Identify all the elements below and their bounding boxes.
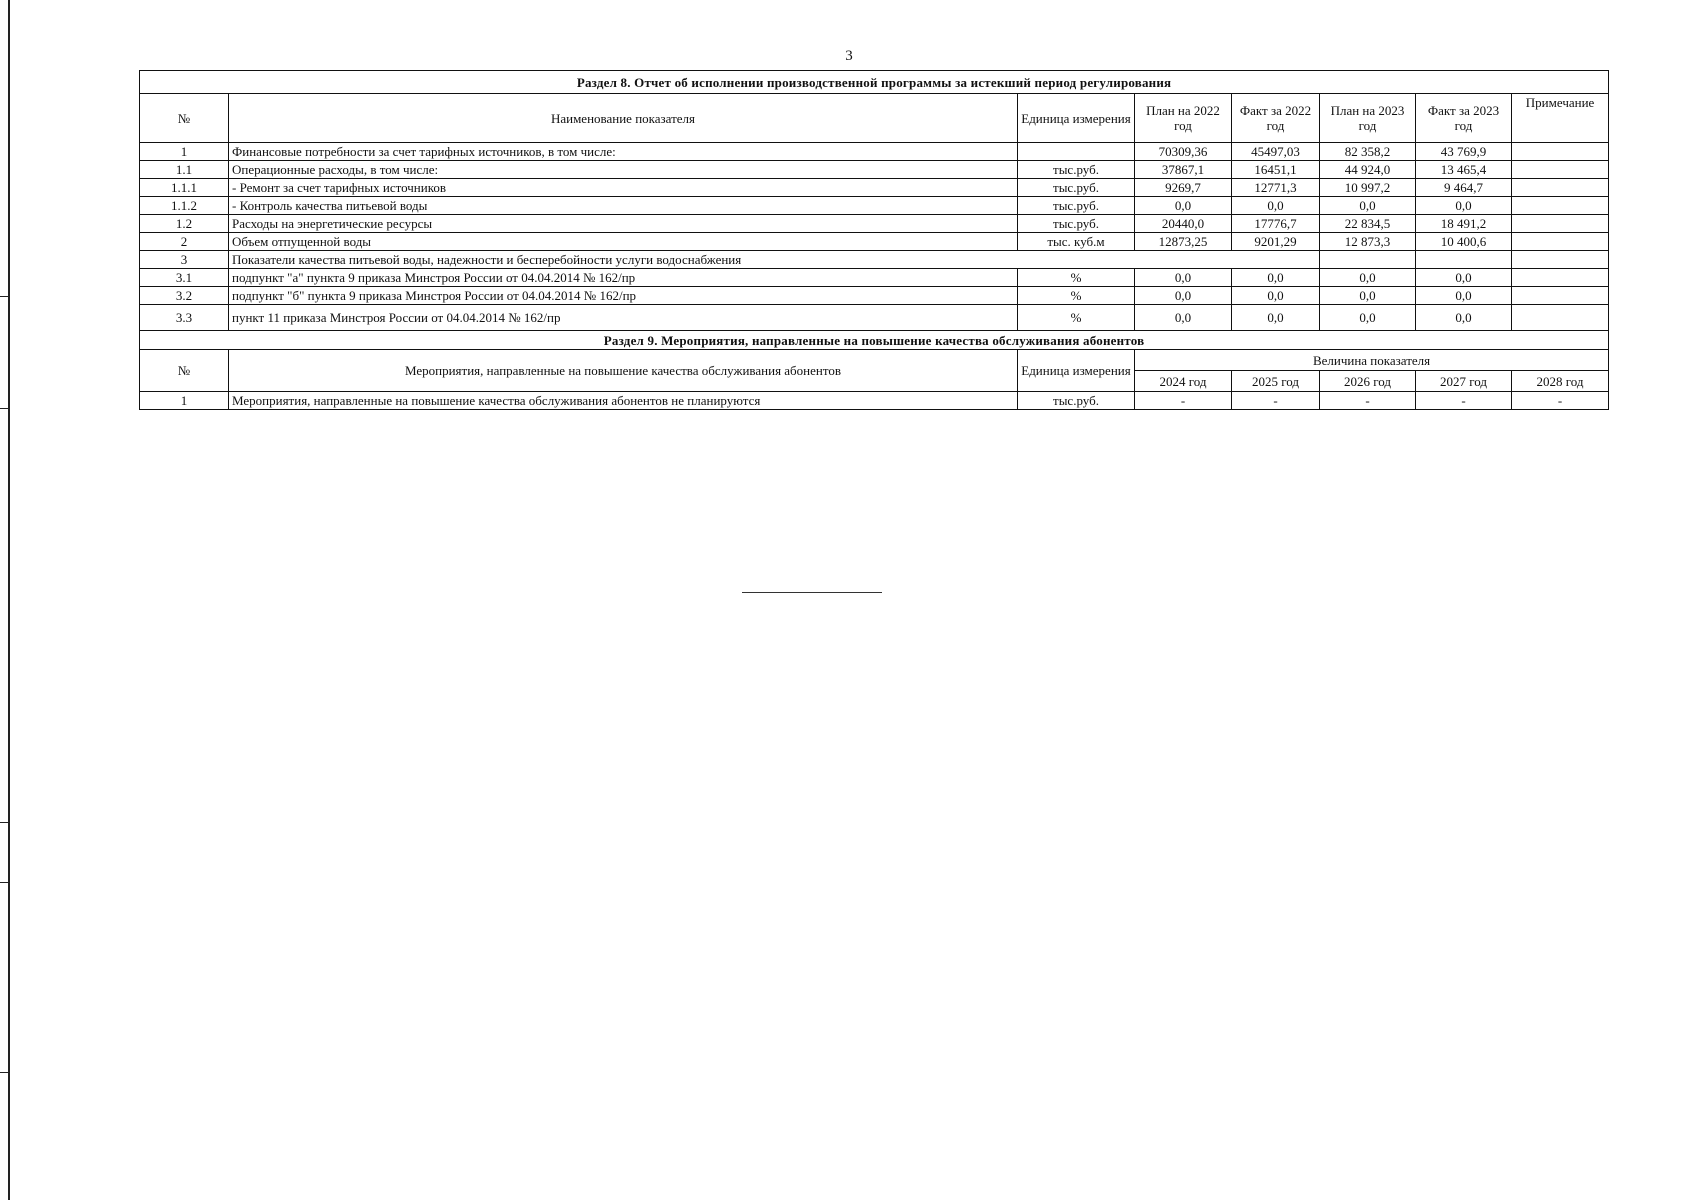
end-separator-line [742,592,882,593]
row-plan-2023: 44 924,0 [1320,161,1416,179]
header-fact-2023: Факт за 2023 год [1416,94,1512,143]
row-note [1512,215,1609,233]
row-plan-2022: 9269,7 [1135,179,1232,197]
row-fact-2022: 16451,1 [1232,161,1320,179]
header-name: Наименование показателя [229,94,1018,143]
row-name: Операционные расходы, в том числе: [229,161,1018,179]
row-unit: тыс.руб. [1018,215,1135,233]
row-name: пункт 11 приказа Минстроя России от 04.04.2014 № 162/пр [229,305,1018,331]
row-value-2026: - [1320,392,1416,410]
row-fact-2023: 10 400,6 [1416,233,1512,251]
row-fact-2023: 13 465,4 [1416,161,1512,179]
row-fact-2023: 43 769,9 [1416,143,1512,161]
margin-tick [0,296,10,297]
margin-tick [0,882,10,883]
row-value-2027: - [1416,392,1512,410]
row-empty-cell [1320,251,1416,269]
row-fact-2022: 0,0 [1232,287,1320,305]
row-unit: % [1018,269,1135,287]
row-num: 3.2 [140,287,229,305]
row-name: Расходы на энергетические ресурсы [229,215,1018,233]
table-row [140,269,1609,287]
row-num: 3 [140,251,229,269]
row-fact-2022: 0,0 [1232,197,1320,215]
table-row [140,179,1609,197]
margin-tick [0,822,10,823]
header-unit: Единица измерения [1018,94,1135,143]
row-value-2024: - [1135,392,1232,410]
header-year-2026: 2026 год [1320,371,1416,392]
row-plan-2023: 82 358,2 [1320,143,1416,161]
row-name: подпункт "б" пункта 9 приказа Минстроя России от 04.04.2014 № 162/пр [229,287,1018,305]
row-plan-2023: 0,0 [1320,197,1416,215]
row-fact-2023: 0,0 [1416,269,1512,287]
row-plan-2022: 37867,1 [1135,161,1232,179]
table-row [140,233,1609,251]
row-plan-2023: 0,0 [1320,287,1416,305]
row-fact-2022: 45497,03 [1232,143,1320,161]
row-plan-2023: 12 873,3 [1320,233,1416,251]
row-note [1512,197,1609,215]
margin-tick [0,408,10,409]
row-num: 1.1.1 [140,179,229,197]
row-num: 3.3 [140,305,229,331]
row-fact-2023: 0,0 [1416,197,1512,215]
header-plan-2022: План на 2022 год [1135,94,1232,143]
row-fact-2023: 0,0 [1416,305,1512,331]
row-num: 1.2 [140,215,229,233]
row-plan-2023: 22 834,5 [1320,215,1416,233]
row-value-2028: - [1512,392,1609,410]
header-year-2028: 2028 год [1512,371,1609,392]
report-table [139,70,1609,410]
row-note [1512,233,1609,251]
row-unit [1018,143,1135,161]
section8-title: Раздел 8. Отчет об исполнении производственной программы за истекший период регулирования [140,71,1609,94]
row-num: 1 [140,392,229,410]
table-row [140,287,1609,305]
row-num: 1.1 [140,161,229,179]
row-plan-2023: 0,0 [1320,269,1416,287]
row-unit: тыс. куб.м [1018,233,1135,251]
header-year-2027: 2027 год [1416,371,1512,392]
header-num: № [140,94,229,143]
header-year-2024: 2024 год [1135,371,1232,392]
row-note [1512,305,1609,331]
row-plan-2023: 0,0 [1320,305,1416,331]
table-row [140,392,1609,410]
table-row [140,215,1609,233]
row-note [1512,269,1609,287]
table-row [140,161,1609,179]
header-plan-2023: План на 2023 год [1320,94,1416,143]
header-num: № [140,350,229,392]
header-fact-2022: Факт за 2022 год [1232,94,1320,143]
row-fact-2023: 18 491,2 [1416,215,1512,233]
row-plan-2022: 12873,25 [1135,233,1232,251]
row-name: Показатели качества питьевой воды, надежности и бесперебойности услуги водоснабжения [229,251,1320,269]
section9-title: Раздел 9. Мероприятия, направленные на повышение качества обслуживания абонентов [140,331,1609,350]
row-unit: тыс.руб. [1018,161,1135,179]
row-plan-2022: 0,0 [1135,305,1232,331]
row-note [1512,287,1609,305]
row-fact-2023: 9 464,7 [1416,179,1512,197]
row-fact-2022: 12771,3 [1232,179,1320,197]
row-name: Объем отпущенной воды [229,233,1018,251]
row-plan-2022: 0,0 [1135,287,1232,305]
margin-tick [0,1072,10,1073]
header-unit: Единица измерения [1018,350,1135,392]
row-note [1512,161,1609,179]
section8-header-row [140,94,1609,143]
header-name: Мероприятия, направленные на повышение качества обслуживания абонентов [229,350,1018,392]
row-plan-2022: 0,0 [1135,269,1232,287]
row-plan-2022: 0,0 [1135,197,1232,215]
table-row [140,305,1609,331]
row-num: 2 [140,233,229,251]
row-num: 1 [140,143,229,161]
row-value-2025: - [1232,392,1320,410]
table-row [140,143,1609,161]
section9-header-row [140,350,1609,371]
row-empty-cell [1512,251,1609,269]
row-num: 3.1 [140,269,229,287]
row-unit: тыс.руб. [1018,197,1135,215]
row-num: 1.1.2 [140,197,229,215]
report-document [139,70,1608,410]
header-value: Величина показателя [1135,350,1609,371]
scan-edge-line [8,0,10,1200]
row-fact-2022: 0,0 [1232,269,1320,287]
row-plan-2023: 10 997,2 [1320,179,1416,197]
row-plan-2022: 70309,36 [1135,143,1232,161]
row-name: Мероприятия, направленные на повышение качества обслуживания абонентов не планируются [229,392,1018,410]
row-name: - Ремонт за счет тарифных источников [229,179,1018,197]
row-note [1512,179,1609,197]
row-name: - Контроль качества питьевой воды [229,197,1018,215]
header-year-2025: 2025 год [1232,371,1320,392]
header-note: Примечание [1512,94,1609,143]
row-fact-2022: 17776,7 [1232,215,1320,233]
row-fact-2022: 0,0 [1232,305,1320,331]
row-fact-2023: 0,0 [1416,287,1512,305]
row-name: Финансовые потребности за счет тарифных источников, в том числе: [229,143,1018,161]
page-number: 3 [845,48,853,64]
table-row [140,251,1609,269]
row-empty-cell [1416,251,1512,269]
row-unit: % [1018,287,1135,305]
row-unit: тыс.руб. [1018,179,1135,197]
row-note [1512,143,1609,161]
table-row [140,197,1609,215]
row-name: подпункт "а" пункта 9 приказа Минстроя России от 04.04.2014 № 162/пр [229,269,1018,287]
row-unit: % [1018,305,1135,331]
row-unit: тыс.руб. [1018,392,1135,410]
row-fact-2022: 9201,29 [1232,233,1320,251]
row-plan-2022: 20440,0 [1135,215,1232,233]
